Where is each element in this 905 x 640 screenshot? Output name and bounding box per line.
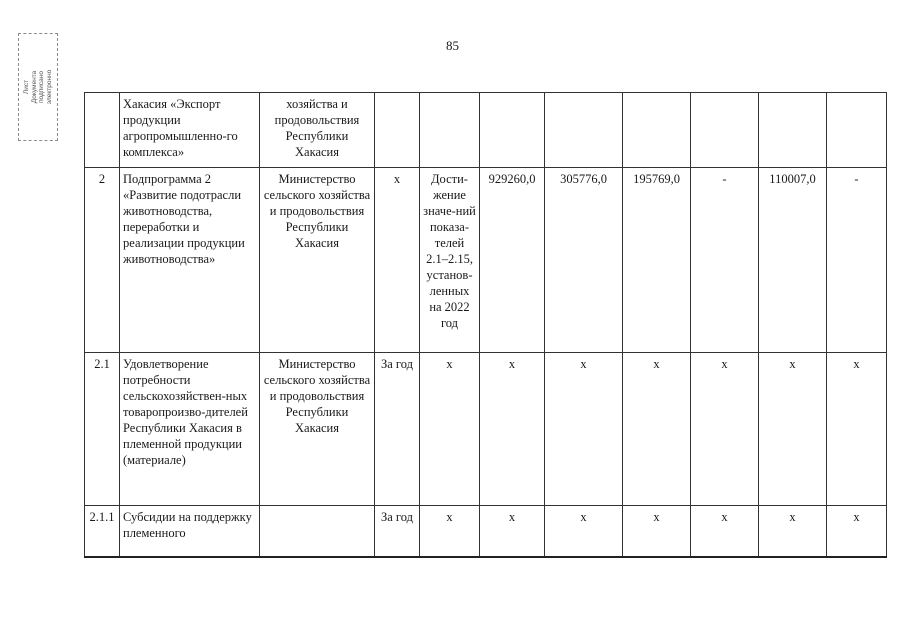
cell-v4 bbox=[691, 93, 759, 168]
cell-v5: х bbox=[759, 506, 827, 558]
cell-v5 bbox=[759, 93, 827, 168]
cell-v1: х bbox=[480, 506, 545, 558]
cell-v4: х bbox=[691, 506, 759, 558]
cell-name: Подпрограмма 2 «Развитие подотрасли животноводства, переработки и реализации продукции животноводства» bbox=[120, 168, 260, 353]
cell-v3: х bbox=[623, 353, 691, 506]
stamp-line: Лист bbox=[23, 79, 30, 95]
table-row bbox=[85, 506, 887, 558]
cell-v6: х bbox=[827, 353, 887, 506]
cell-executor: Министерство сельского хозяйства и продовольствия Республики Хакасия bbox=[260, 168, 375, 353]
cell-num bbox=[85, 93, 120, 168]
table-row bbox=[85, 93, 887, 168]
cell-result bbox=[420, 93, 480, 168]
cell-name: Субсидии на поддержку племенного bbox=[120, 506, 260, 558]
stamp-text bbox=[23, 37, 53, 137]
cell-v1: 929260,0 bbox=[480, 168, 545, 353]
stamp-line: электронно bbox=[45, 69, 53, 105]
cell-v2: 305776,0 bbox=[545, 168, 623, 353]
cell-executor: Министерство сельского хозяйства и продовольствия Республики Хакасия bbox=[260, 353, 375, 506]
cell-v2: х bbox=[545, 506, 623, 558]
cell-v2: х bbox=[545, 353, 623, 506]
cell-result: х bbox=[420, 353, 480, 506]
cell-v3: х bbox=[623, 506, 691, 558]
cell-v5: х bbox=[759, 353, 827, 506]
cell-v3: 195769,0 bbox=[623, 168, 691, 353]
cell-v4: х bbox=[691, 353, 759, 506]
cell-executor bbox=[260, 506, 375, 558]
program-table bbox=[84, 92, 887, 558]
stamp-line: Документа bbox=[30, 70, 38, 104]
cell-name: Хакасия «Экспорт продукции агропромышленно-го комплекса» bbox=[120, 93, 260, 168]
cell-num: 2.1 bbox=[85, 353, 120, 506]
cell-v3 bbox=[623, 93, 691, 168]
cell-period: х bbox=[375, 168, 420, 353]
cell-v6: х bbox=[827, 506, 887, 558]
cell-v1 bbox=[480, 93, 545, 168]
cell-period bbox=[375, 93, 420, 168]
cell-period: За год bbox=[375, 353, 420, 506]
cell-result: Дости-жение значе-ний показа-телей 2.1–2.15, установ-ленных на 2022 год bbox=[420, 168, 480, 353]
stamp-seal bbox=[18, 33, 58, 141]
cell-v2 bbox=[545, 93, 623, 168]
stamp-line: подписано bbox=[38, 71, 45, 104]
cell-name: Удовлетворение потребности сельскохозяйствен-ных товаропроизво-дителей Республики Хакасия в племенной продукции (материале) bbox=[120, 353, 260, 506]
cell-v5: 110007,0 bbox=[759, 168, 827, 353]
table-row bbox=[85, 353, 887, 506]
cell-period: За год bbox=[375, 506, 420, 558]
cell-v6: - bbox=[827, 168, 887, 353]
cell-v6 bbox=[827, 93, 887, 168]
cell-num: 2 bbox=[85, 168, 120, 353]
cell-num: 2.1.1 bbox=[85, 506, 120, 558]
cell-v4: - bbox=[691, 168, 759, 353]
table-row bbox=[85, 168, 887, 353]
cell-v1: х bbox=[480, 353, 545, 506]
page-number: 85 bbox=[446, 38, 459, 53]
cell-executor: хозяйства и продовольствия Республики Хакасия bbox=[260, 93, 375, 168]
cell-result: х bbox=[420, 506, 480, 558]
